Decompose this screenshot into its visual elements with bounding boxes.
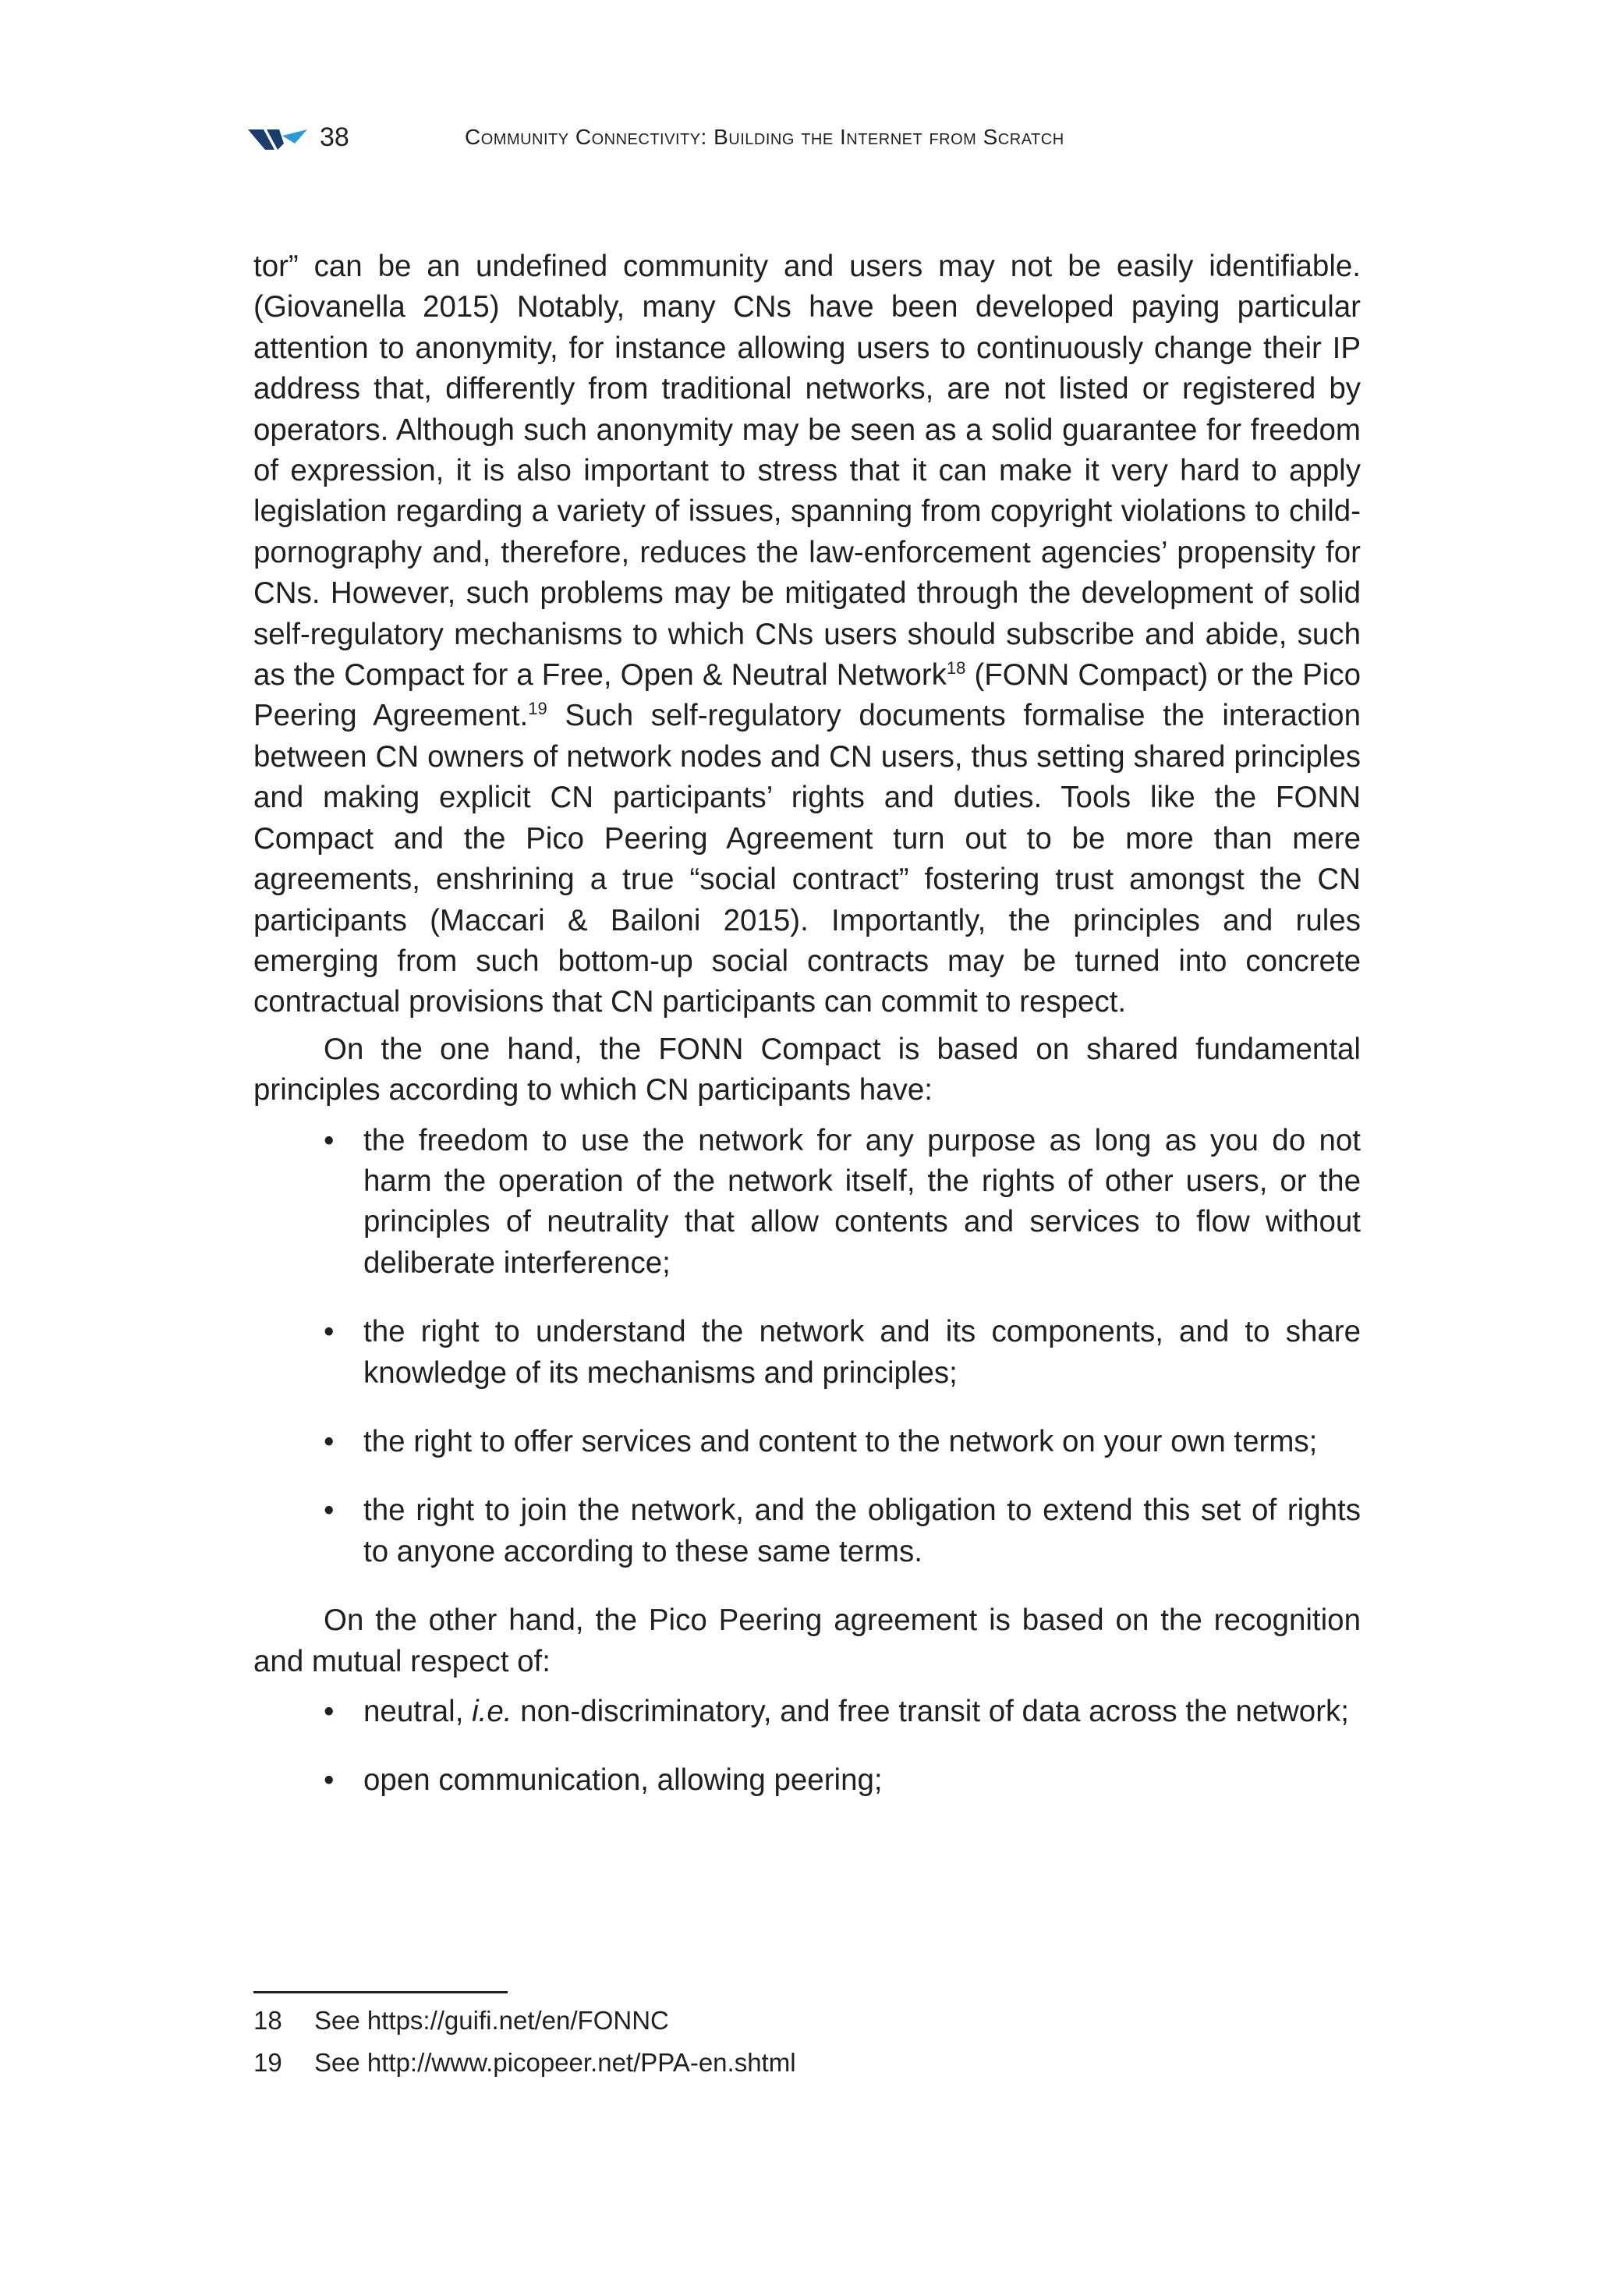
list-item: [253, 1692, 1361, 1732]
page-number: 38: [320, 122, 349, 152]
list-item-italic: i.e.: [472, 1695, 512, 1728]
list-item-text: neutral,: [363, 1695, 473, 1728]
bullet-icon: •: [324, 1763, 335, 1798]
footnote-19: [253, 2042, 1361, 2084]
footnote-number: 19: [253, 2048, 282, 2077]
footnotes: [253, 2000, 1361, 2084]
paragraph-text: tor” can be an undefined community and users may not be easily identifiable. (Giovanella 2015) Notably, many CNs have been developed paying particular attention to anonymity, for instance allowing users to continuously change their IP address that, differently from traditional networks, are not listed or registered by operators. Although such anonymity may be seen as a solid guarantee for freedom of expression, it is also important to stress that it can make it very hard to apply legislation regarding a variety of issues, spanning from copyright violations to child-pornography and, therefore, reduces the law-enforcement agencies’ propensity for CNs. However, such problems may be mitigated through the development of solid self-regulatory mechanisms to which CNs users should subscribe and abide, such as the Compact for a Free, Open & Neutral Network: [253, 250, 1361, 693]
list-item: [253, 1312, 1361, 1394]
list-item-text: non-discriminatory, and free transit of data across the network;: [512, 1695, 1349, 1728]
footnote-ref-19[interactable]: 19: [528, 699, 547, 719]
list-item-text: the right to offer services and content to the network on your own terms;: [363, 1424, 1318, 1458]
paragraph: On the one hand, the FONN Compact is based on shared fundamental principles according to which CN participants have:: [253, 1032, 1361, 1107]
bullet-icon: •: [324, 1695, 335, 1728]
footnote-ref-18[interactable]: 18: [946, 658, 966, 679]
pico-principles-list: [253, 1692, 1361, 1802]
list-item: [253, 1422, 1361, 1462]
fonn-principles-list: [253, 1121, 1361, 1573]
paragraph-text: Such self-regulatory documents formalise the interaction between CN owners of network nodes and CN users, thus setting shared principles and making explicit CN participants’ rights and duties. Tools like the FONN Compact and the Pico Peering Agreement turn out to be more than mere agreements, enshrining a true “social contract” fostering trust amongst the CN participants (Maccari & Bailoni 2015). Importantly, the principles and rules emerging from such bottom-up social contracts may be turned into concrete contractual provisions that CN participants can commit to respect.: [253, 699, 1362, 1019]
bullet-icon: •: [324, 1123, 335, 1157]
list-item-text: the freedom to use the network for any purpose as long as you do not harm the operation of the network itself, the rights of other users, or the principles of neutrality that allow contents and services to flow without deliberate interference;: [363, 1123, 1361, 1280]
list-item-text: open communication, allowing peering;: [363, 1763, 883, 1798]
list-item: [253, 1490, 1361, 1572]
paragraph: [253, 246, 1361, 1023]
list-item: [253, 1121, 1361, 1284]
footnote-link[interactable]: See http://www.picopeer.net/PPA-en.shtml: [314, 2048, 796, 2077]
footnote-number: 18: [253, 2006, 282, 2035]
main-text: [253, 246, 1361, 1802]
list-item: [253, 1760, 1361, 1801]
bullet-icon: •: [324, 1493, 335, 1528]
paragraph: On the other hand, the Pico Peering agreement is based on the recognition and mutual respect of:: [253, 1603, 1361, 1678]
footnote-18: [253, 2000, 1361, 2042]
list-item-text: the right to join the network, and the obligation to extend this set of rights to anyone according to these same terms.: [363, 1493, 1361, 1568]
list-item-text: the right to understand the network and its components, and to share knowledge of its mechanisms and principles;: [363, 1315, 1361, 1390]
publisher-logo-icon: [248, 126, 310, 151]
paragraph-text: (FONN Compact) or the Pico Peering Agreement.: [253, 658, 1361, 733]
running-title: Community Connectivity: Building the Internet from Scratch: [465, 125, 1064, 149]
page-header: [248, 120, 1355, 154]
footnote-link[interactable]: See https://guifi.net/en/FONNC: [314, 2006, 669, 2035]
footnote-divider: [253, 1991, 508, 1993]
bullet-icon: •: [324, 1315, 335, 1349]
bullet-icon: •: [324, 1424, 335, 1458]
